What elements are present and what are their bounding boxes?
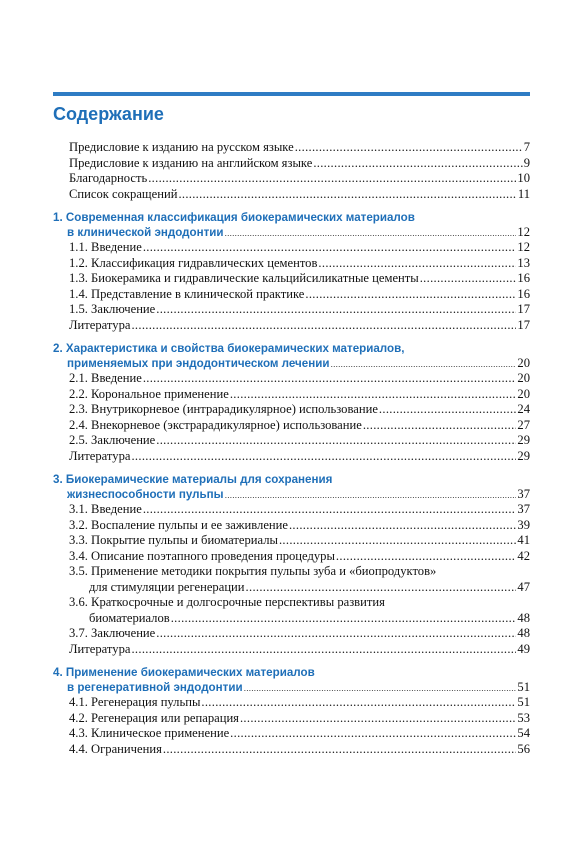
toc-entry-label: 1.1. Введение <box>69 240 142 254</box>
toc-entry-page: 49 <box>517 641 530 656</box>
dot-leader <box>230 387 517 403</box>
chapter-title-cont: применяемых при эндодонтическом лечении <box>67 357 330 370</box>
dot-leader <box>225 488 517 502</box>
chapter-title: 1. Современная классификация биокерамических материалов <box>53 211 415 224</box>
chapter-title-cont: в клинической эндодонтии <box>67 226 224 239</box>
toc-entry[interactable] <box>69 580 530 596</box>
front-matter <box>69 140 530 202</box>
toc-entry[interactable] <box>69 256 530 272</box>
chapter-title-line2 <box>53 680 530 695</box>
toc-entry-label: 4.1. Регенерация пульпы <box>69 695 201 709</box>
toc-entry-label: 2.5. Заключение <box>69 433 156 447</box>
chapter-title-cont: в регенеративной эндодонтии <box>67 681 243 694</box>
page-title: Содержание <box>53 104 164 124</box>
chapter-heading[interactable] <box>53 665 530 695</box>
chapter-sections <box>69 240 530 333</box>
table-of-contents <box>53 140 530 757</box>
toc-entry[interactable] <box>69 742 530 758</box>
dot-leader <box>279 533 516 549</box>
toc-entry[interactable] <box>69 549 530 565</box>
dot-leader <box>225 226 517 240</box>
toc-entry[interactable] <box>69 642 530 658</box>
toc-entry-page: 42 <box>517 548 530 563</box>
toc-entry-label: 1.5. Заключение <box>69 302 156 316</box>
toc-entry-label: 2.4. Внекорневое (экстрарадикулярное) использование <box>69 417 362 432</box>
dot-leader <box>131 642 516 658</box>
toc-entry-label: 3.7. Заключение <box>69 626 156 640</box>
toc-entry-label: 1.4. Представление в клинической практике <box>69 286 305 301</box>
toc-entry-label: Благодарность <box>69 171 148 185</box>
dot-leader <box>163 742 517 758</box>
toc-entry[interactable] <box>69 287 530 303</box>
toc-entry-label: 3.1. Введение <box>69 502 142 516</box>
dot-leader <box>143 371 517 387</box>
toc-entry-label: 3.6. Краткосрочные и долгосрочные перспективы развития <box>69 595 385 609</box>
toc-entry-page: 9 <box>523 155 530 170</box>
toc-entry-label: 1.3. Биокерамика и гидравлические кальцийсиликатные цементы <box>69 271 419 285</box>
dot-leader <box>201 695 516 711</box>
toc-entry[interactable] <box>69 711 530 727</box>
chapter-sections <box>69 502 530 657</box>
chapter-heading[interactable] <box>53 472 530 502</box>
chapter-title: 2. Характеристика и свойства биокерамических материалов, <box>53 342 405 355</box>
toc-entry-page: 39 <box>517 517 530 532</box>
toc-entry[interactable] <box>69 726 530 742</box>
toc-entry-page: 17 <box>517 302 530 316</box>
dot-leader <box>330 357 516 371</box>
chapter-heading[interactable] <box>53 341 530 371</box>
dot-leader <box>295 140 523 156</box>
dot-leader <box>143 240 517 256</box>
dot-leader <box>156 302 516 318</box>
dot-leader <box>131 318 516 334</box>
dot-leader <box>289 518 516 534</box>
dot-leader <box>143 502 517 518</box>
toc-entry-page: 11 <box>517 186 530 201</box>
toc-entry-label: Список сокращений <box>69 186 178 201</box>
toc-entry-label: 3.2. Воспаление пульпы и ее заживление <box>69 517 288 532</box>
chapter-page: 12 <box>517 225 530 239</box>
chapter-title-line2 <box>53 225 530 240</box>
toc-entry[interactable] <box>69 695 530 711</box>
toc-entry-label: Предисловие к изданию на английском языке <box>69 155 313 170</box>
dot-leader <box>178 187 516 203</box>
toc-entry-page: 51 <box>517 695 530 709</box>
dot-leader <box>230 726 516 742</box>
toc-entry[interactable] <box>69 402 530 418</box>
toc-entry-page: 7 <box>523 140 530 154</box>
toc-entry[interactable] <box>69 156 530 172</box>
toc-entry-page: 24 <box>517 402 530 416</box>
dot-leader <box>379 402 516 418</box>
toc-entry[interactable] <box>69 271 530 287</box>
toc-entry-label: 4.4. Ограничения <box>69 741 162 756</box>
toc-entry[interactable] <box>69 626 530 642</box>
toc-entry[interactable] <box>69 187 530 203</box>
toc-entry[interactable] <box>69 418 530 434</box>
dot-leader <box>171 611 517 627</box>
toc-entry-label: Литература <box>69 641 131 656</box>
toc-entry-page: 41 <box>517 533 530 547</box>
toc-entry[interactable] <box>69 518 530 534</box>
toc-entry-page: 56 <box>517 741 530 756</box>
dot-leader <box>336 549 516 565</box>
dot-leader <box>131 449 516 465</box>
toc-entry[interactable] <box>69 449 530 465</box>
toc-entry-label: 4.2. Регенерация или репарация <box>69 710 239 725</box>
dot-leader <box>313 156 522 172</box>
toc-entry-label: 2.1. Введение <box>69 371 142 385</box>
toc-entry[interactable] <box>69 371 530 387</box>
chapter-title-line2 <box>53 487 530 502</box>
dot-leader <box>240 711 516 727</box>
toc-entry[interactable] <box>69 611 530 627</box>
toc-entry-page: 16 <box>517 286 530 301</box>
toc-entry-page: 17 <box>517 317 530 332</box>
toc-entry[interactable] <box>69 140 530 156</box>
toc-entry-label: 2.2. Корональное применение <box>69 386 229 401</box>
toc-entry[interactable] <box>69 171 530 187</box>
dot-leader <box>420 271 517 287</box>
dot-leader <box>318 256 516 272</box>
toc-entry-label: 4.3. Клиническое применение <box>69 726 230 740</box>
toc-entry-page: 54 <box>517 726 530 740</box>
toc-entry-page: 29 <box>517 448 530 463</box>
toc-entry-label: Предисловие к изданию на русском языке <box>69 140 294 154</box>
toc-entry-page: 12 <box>517 240 530 254</box>
toc-entry-page: 48 <box>517 626 530 640</box>
dot-leader <box>246 580 517 596</box>
heading-rule <box>53 92 530 96</box>
dot-leader <box>244 681 517 695</box>
chapter-title: 4. Применение биокерамических материалов <box>53 666 315 679</box>
chapter-page: 20 <box>517 356 530 370</box>
toc-entry-page: 29 <box>517 433 530 447</box>
toc-entry-page: 10 <box>517 171 530 185</box>
toc-entry-page: 37 <box>517 502 530 516</box>
toc-entry-label-cont: для стимуляции регенерации <box>89 579 245 594</box>
toc-entry-label-cont: биоматериалов <box>89 610 170 625</box>
toc-entry-label: Литература <box>69 448 131 463</box>
toc-entry-page: 20 <box>517 371 530 385</box>
toc-entry-label: Литература <box>69 317 131 332</box>
toc-entry[interactable] <box>69 387 530 403</box>
toc-entry[interactable] <box>69 302 530 318</box>
toc-entry-page: 20 <box>517 386 530 401</box>
toc-entry-label: 3.4. Описание поэтапного проведения процедуры <box>69 548 335 563</box>
chapter-title: 3. Биокерамические материалы для сохранения <box>53 473 333 486</box>
toc-entry-label: 3.5. Применение методики покрытия пульпы зуба и «биопродуктов» <box>69 564 437 578</box>
chapter-title-cont: жизнеспособности пульпы <box>67 488 224 501</box>
dot-leader <box>156 626 516 642</box>
chapter-sections <box>69 695 530 757</box>
toc-entry-page: 27 <box>517 417 530 432</box>
toc-entry-page: 13 <box>517 255 530 270</box>
toc-entry-label: 2.3. Внутрикорневое (интрарадикулярное) использование <box>69 402 378 416</box>
toc-entry-page: 47 <box>517 579 530 594</box>
toc-entry[interactable] <box>69 502 530 518</box>
toc-entry-page: 16 <box>517 271 530 285</box>
toc-entry-page: 53 <box>517 710 530 725</box>
dot-leader <box>148 171 516 187</box>
chapter-sections <box>69 371 530 464</box>
chapter-title-line2 <box>53 356 530 371</box>
toc-entry[interactable] <box>69 533 530 549</box>
toc-entry[interactable] <box>69 433 530 449</box>
chapter-heading[interactable] <box>53 210 530 240</box>
dot-leader <box>363 418 517 434</box>
toc-entry[interactable] <box>69 318 530 334</box>
toc-entry-label: 3.3. Покрытие пульпы и биоматериалы <box>69 533 278 547</box>
toc-entry-label: 1.2. Классификация гидравлических цементов <box>69 255 318 270</box>
dot-leader <box>305 287 516 303</box>
chapter-page: 51 <box>517 680 530 694</box>
toc-entry-page: 48 <box>517 610 530 625</box>
chapter-page: 37 <box>517 487 530 501</box>
dot-leader <box>156 433 516 449</box>
toc-entry[interactable] <box>69 240 530 256</box>
